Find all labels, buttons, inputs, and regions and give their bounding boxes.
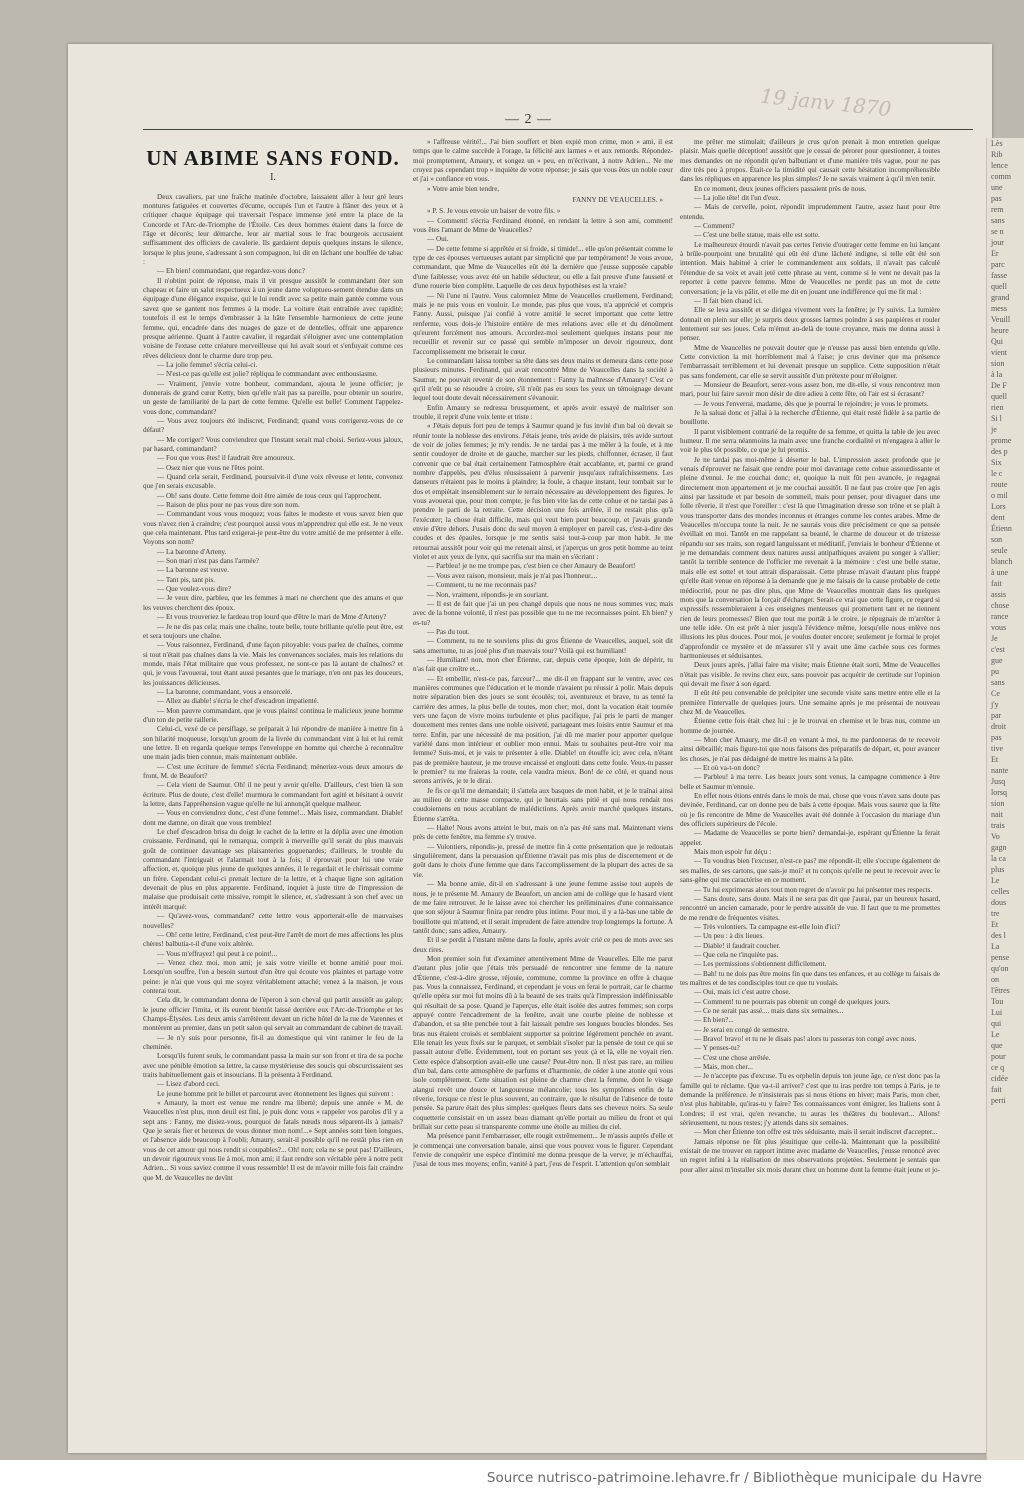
paragraph: Il parut visiblement contrarié de la requête de sa femme, et quitta la table de jeu avec humeur. Il me serra néanmoins la main avec une franche cordialité et m'engagea à aller le voir le plus tôt possible, ce que je lui promis. bbox=[680, 427, 940, 455]
paragraph: — Vous avez raison, monsieur, mais je n'ai pas l'honneur.... bbox=[427, 571, 598, 580]
edge-text-fragment: Le bbox=[991, 876, 1000, 885]
edge-text-fragment: pour bbox=[991, 1052, 1006, 1061]
paragraph: — Il fait bien chaud ici. bbox=[694, 296, 763, 305]
paragraph: — Un peu : à dix lieues. bbox=[694, 932, 765, 941]
edge-text-fragment: comm bbox=[991, 172, 1011, 181]
edge-text-fragment: ce q bbox=[991, 1063, 1005, 1072]
paragraph: — Lisez d'abord ceci. bbox=[157, 1080, 220, 1089]
edge-text-fragment: on bbox=[991, 975, 999, 984]
paragraph: Deux cavaliers, par une fraîche matinée d'octobre, laissaient aller à leur gré leurs montures fatiguées et couvertes d'écume, occupés l'un et l'autre à flâner des yeux et à critiquer chaque équipage qui traversait l'espace immense jeté entre la place de la Concorde et l'Arc-de-Triomphe de l'Étoile. Ces deux hommes étaient dans la force de l'âge et décorés; leur démarche, leur air martial sous le frac bourgeois accusaient suffisamment des officiers de cavalerie. Ils gardaient depuis quelques instans le silence, lorsque le plus jeune, s'adressant à son compagnon, lui dit en lâchant une bouffée de tabac : bbox=[143, 192, 403, 267]
paragraph: — Il est de fait que j'ai un peu changé depuis que nous ne nous sommes vus; mais avec de la bonne volonté, il n'est pas possible que tu ne me reconnaisses point. Eh bien? y es-tu? bbox=[413, 599, 673, 627]
edge-text-fragment: Qui bbox=[991, 337, 1003, 346]
page-number: — 2 — bbox=[505, 112, 552, 127]
paragraph: — La baronne est veuve. bbox=[157, 566, 230, 575]
paragraph: Elle se leva aussitôt et se dirigea vivement vers la fenêtre; je l'y suivis. La lumière donnait en plein sur elle; je surpris deux grosses larmes poindre à ses paupières et rouler lentement sur ses joues. Cela m'émut au-delà de toute croyance, mais me donna aussi à penser. bbox=[680, 306, 940, 343]
paragraph: Je ne tardai pas moi-même à déserter le bal. L'impression assez profonde que je venais d'éprouver ne faisait que rendre pour moi davantage cette cohue assourdissante et pleine d'ennui. Je me couchai donc; et, quoique la nuit fût peu avancée, je regagnai directement mon appartement et je me couchai aussitôt. Il ne faut pas croire que j'en agis ainsi par lassitude et par besoin de sommeil, mais pour penser, pour divaguer dans une folle rêverie, il n'est que l'oreiller : c'est là que l'imagination dresse son trône et se plaît à vous transporter dans des mondes inconnus et étranges comme les contes arabes. Mme de Veaucelles m'occupa toute la nuit. Je ne saurais vous dire précisément ce que sa pensée éveillait en moi. Tantôt en me rappelant sa beauté, le charme de douceur et de tristesse répandu sur ses traits, son regard languissant et méditatif, j'enviais le bonheur d'Étienne et je me demandais comment deux natures aussi antipathiques avaient pu songer à s'allier; tantôt la terrible sentence de l'officier me revenait à la mémoire : c'est une belle statue, mais elle est sotte! et tout attrait disparaissait. Cette phrase m'avait d'autant plus frappé qu'elle était venue en réponse à la demande que je me faisais de la cause probable de cette médiocrité, pour ne pas dire plus, que Mme de Veaucelles montrait dans les quelques mots que la conversation la forçait d'échanger. Serait-ce vrai que cette figure, ce regard si expressifs ressembleraient à ces enseignes menteuses qui promettent tant et ne tiennent rien de leurs promesses? Bien que tout me portât à le croire, je répugnais de m'arrêter à une telle idée. On est prêt à nier jusqu'à l'évidence même, lorsqu'elle nous enlève nos illusions les plus douces. Pour moi, je voulus douter encore; seulement je formai le projet d'approfondir ce mystère et de m'assurer s'il y avait une âme cachée sous ces formes harmonieuses et séduisantes. bbox=[680, 455, 940, 660]
edge-text-fragment: Et bbox=[991, 920, 999, 929]
paragraph: En ce moment, deux jeunes officiers passaient près de nous. bbox=[694, 184, 867, 193]
paragraph: — Comment! tu ne pourrais pas obtenir un congé de quelques jours. bbox=[694, 997, 891, 1006]
edge-text-fragment: sion bbox=[991, 359, 1005, 368]
paragraph: — Vraiment, j'envie votre bonheur, commandant, ajouta le jeune officier; je donnerais de grand cœur Ketty, bien qu'elle n'ait pas sa pareille, pour obtenir un sourire, un geste de familiarité de la part de cette femme. Qu'elle est belle! Comment l'appelez-vous donc, commandant? bbox=[143, 379, 403, 416]
source-credit: Source nutrisco-patrimoine.lehavre.fr / Bibliothèque municipale du Havre bbox=[486, 1470, 982, 1486]
edge-text-fragment: se n bbox=[991, 227, 1004, 236]
edge-text-fragment: pas bbox=[991, 194, 1002, 203]
edge-text-fragment: quell bbox=[991, 392, 1007, 401]
paragraph: — La jolie femme! s'écria celui-ci. bbox=[157, 360, 258, 369]
edge-text-fragment: des l bbox=[991, 931, 1006, 940]
edge-text-fragment: o mil bbox=[991, 491, 1008, 500]
edge-text-fragment: gue bbox=[991, 656, 1003, 665]
paragraph: — Humiliant! non, mon cher Étienne, car, depuis cette époque, loin de dépérir, tu n'as fait que croître et... bbox=[413, 655, 673, 674]
column-1 bbox=[143, 138, 403, 1428]
column-2-text bbox=[413, 138, 673, 1170]
edge-text-fragment: Lès bbox=[991, 139, 1003, 148]
paragraph: — Comment? bbox=[694, 222, 735, 231]
paragraph: — Tu voudras bien l'excuser, n'est-ce pas? me répondit-il; elle s'occupe également de ses malles, de ses cartons, que sais-je moi? et tu conçois qu'elle ne peut te recevoir avec le sans-gêne qui me caractérise en ce moment. bbox=[680, 857, 940, 885]
edge-text-fragment: cidée bbox=[991, 1074, 1008, 1083]
paragraph: — Je serai en congé de semestre. bbox=[694, 1025, 790, 1034]
paragraph: — Je n'accepte pas d'excuse. Tu es orphelin depuis ton jeune âge, ce n'est donc pas la famille qui te réclame. Que va-t-il arriver? c'est que tu iras perdre ton temps à Paris, je te demande la préférence. Je n'insisterais pas si nous étions en hiver; mais Paris, mon cher, n'est plus habitable, qu'iras-tu y faire? Tes connaissances vont émigrer, les Italiens sont à Londres; il est vrai, qu'en revanche, tu auras les théâtres du boulevart... Allons! sérieusement, tu nous restes; j'y attends dans six semaines. bbox=[680, 1072, 940, 1128]
edge-text-fragment: pu bbox=[991, 667, 999, 676]
paragraph: Lorsqu'ils furent seuls, le commandant passa la main sur son front et tira de sa poche avec une pénible émotion sa lettre, la cause mystérieuse des soucis qui obscurcissaient ses traits habituellement gais et insoucians. Il la présenta à Ferdinand. bbox=[143, 1052, 403, 1079]
paragraph: Le jeune homme prit le billet et parcourut avec étonnement les lignes qui suivent : bbox=[157, 1089, 394, 1098]
paragraph: Le commandant laissa tomber sa tête dans ses deux mains et demeura dans cette pose plusieurs minutes. Ferdinand, qui avait rencontré Mme de Veaucelles dans la société à Saumur, ne pouvait revenir de son étonnement : Fanny la maîtresse d'Amaury! C'est ce qu'il n'eût pu se résoudre à croire, s'il n'eût pas eu sous les yeux un témoignage devant lequel tout doute devait nécessairement s'évanouir. bbox=[413, 356, 673, 403]
edge-text-fragment: qui bbox=[991, 1019, 1002, 1028]
chapter-number: I. bbox=[270, 172, 276, 184]
paragraph: — Et embellir, n'est-ce pas, farceur?... me dit-il en frappant sur le ventre, avec ces manières communes que l'éducation et le monde n'avaient pu réussir à polir. Mais depuis notre séparation bien des jours se sont écoulés; toi, aventureux et brave, tu as tenté la carrière des armes, la plus belle de toutes, mon cher; moi, dont la vocation était tournée vers une façon de vivre moins turbulente et plus pacifique, j'ai pris le parti de manger doucement mes rentes dans une noble oisiveté, partageant mes loisirs entre Saumur et ma terre. Enfin, par une nécessité de ma position, j'ai dû me marier pour apporter quelque variété dans mon intérieur et oublier mon ennui. Mais tu souhaites peut-être voir ma femme? Suis-moi, et je vais te présenter à elle. Diable! on étouffe ici; avec cela, n'étant pas de première hauteur, je me trouve encaissé et englouti dans cette foule. Veux-tu passer le premier? tu me fraieras la route, cela vaudra mieux. Bon! de ce côté, et quand nous serons arrivés, je te le dirai. bbox=[413, 674, 673, 786]
edge-text-fragment: seule bbox=[991, 546, 1008, 555]
edge-text-fragment: Vo bbox=[991, 832, 1000, 841]
edge-text-fragment: fasse bbox=[991, 271, 1007, 280]
edge-text-fragment: quell bbox=[991, 282, 1007, 291]
article-title: UN ABIME SANS FOND. bbox=[146, 146, 400, 170]
edge-text-fragment: Er bbox=[991, 249, 999, 258]
edge-text-fragment: chose bbox=[991, 601, 1010, 610]
paragraph: Mon premier soin fut d'examiner attentivement Mme de Veaucelles. Elle me parut d'autant plus jolie que j'étais très persuadé de rencontrer une femme de la nature d'Étienne, c'est-à-dire grosse, réjouie, commune, comme la province en offre à chaque pas. Vous la connaissez, Ferdinand, et cependant je vous en ferai le portrait, car le charme qu'elle opéra sur moi fut moins dû à la beauté de ses traits qu'à l'impression indéfinissable qui résultait de sa pose. Quand je l'aperçus, elle était isolée des autres femmes; son corps appuyé contre l'encadrement de la fenêtre, avait une courbe pleine de noblesse et d'abandon, et sa tête penchée tout à fait laissait pendre ses longues boucles blondes. Ses bras nus étaient croisés et semblaient supporter sa poitrine légèrement penchée en avant. Elle tenait les yeux fixés sur le parquet, et semblait s'isoler par la pensée de tout ce qui se passait autour d'elle. Évidemment, tout en portant ses yeux çà et là, elle ne voyait rien. Cette espèce d'absorption avait-elle une cause? Peut-être non. Il n'est pas rare, au milieu d'un bal, dans cette atmosphère de parfums et d'harmonie, de céder à une atonie qui vous isole complétement. Cette situation est pleine de charme chez la femme, dont le visage alangui revêt une douce et langoureuse mélancolie; tous les symptômes enfin de la rêverie, lorsque ce n'est le plus souvent, au contraire, que le résultat de l'absence de toute pensée. Sa parure était des plus simples: quelques fleurs dans ses cheveux noirs. Sa seule coquetterie consistait en un assez beau diamant qu'elle portait au milieu du front et qui brillait sur cette peau si transparente comme une étoile au milieu du ciel. bbox=[413, 954, 673, 1132]
edge-text-fragment: assis bbox=[991, 590, 1007, 599]
paragraph: — Que cela ne t'inquiète pas. bbox=[694, 950, 779, 959]
paragraph: — Eh bien?... bbox=[694, 1016, 734, 1025]
paragraph: — Vous raisonnez, Ferdinand, d'une façon pitoyable: vous parlez de chaînes, comme si tout n'était pas chaînes dans la vie. Mais les convenances sociales, mais les relations du monde, mais l'état militaire que vous professez, ne sont-ce pas là autant de chaînes? et qui, je vous l'avouerai, tout étant aussi pesantes que le mariage, n'en ont pas les douceurs, les jouissances délicieuses. bbox=[143, 641, 403, 687]
paragraph: Le malheureux étourdi n'avait pas certes l'envie d'outrager cette femme en lui lançant à brûle-pourpoint une brutalité qui eût été d'une lâcheté indigne, si telle eût été son intention. Mais habitué à crier le commandement aux soldats, il n'avait pas calculé l'étendue de sa voix et avait jeté cette phrase au vent, comme si le vent ne devait pas la reporter à cette pauvre femme. Mme de Veaucelles ne perdit pas un mot de cette conversation; je la vis pâlir, et elle me dit en jouant une indifférence qui me fit mal : bbox=[680, 240, 940, 296]
paragraph: FANNY DE VEAUCELLES. » bbox=[572, 196, 663, 205]
paragraph: — Quand cela serait, Ferdinand, poursuivit-il d'une voix rêveuse et lente, convenez que j'en serais excusable. bbox=[143, 473, 403, 491]
edge-text-fragment: fait bbox=[991, 1085, 1002, 1094]
paragraph: — Volontiers, répondis-je, pressé de mettre fin à cette présentation que je redoutais singulièrement, dans la persuasion qu'Étienne n'avait pas mis plus de discernement et de goût dans le choix d'une femme que dans l'accomplissement de la plupart des actes de sa vie. bbox=[413, 842, 673, 879]
paragraph: Étienne cette fois était chez lui : je le trouvai en chemise et le bras nus, comme un homme de journée. bbox=[680, 717, 940, 735]
paragraph: — Fou que vous êtes! il faudrait être amoureux. bbox=[157, 454, 295, 463]
column-3 bbox=[680, 138, 940, 1448]
edge-text-fragment: droit bbox=[991, 722, 1007, 731]
paragraph: Mais mon espoir fut déçu : bbox=[694, 848, 772, 857]
edge-text-fragment: heure bbox=[991, 326, 1009, 335]
paragraph: — Vous m'effrayez! qui peut à ce point!... bbox=[157, 949, 278, 958]
paragraph: — Vous en conviendrez donc, c'est d'une femme!... Mais lisez, commandant. Diable! dont me damne, on dirait que vous tremblez! bbox=[143, 809, 403, 827]
edge-text-fragment: à une bbox=[991, 568, 1009, 577]
edge-text-fragment: vous bbox=[991, 623, 1007, 632]
edge-text-fragment: Jusq bbox=[991, 777, 1006, 786]
paragraph: — Comment! s'écria Ferdinand étonné, en rendant la lettre à son ami, comment! vous êtes l'amant de Mme de Veaucelles? bbox=[413, 216, 673, 235]
paragraph: — Oui. bbox=[427, 235, 449, 244]
edge-text-fragment: Veuill bbox=[991, 315, 1011, 324]
paragraph: Cela dit, le commandant donna de l'éperon à son cheval qui partit aussitôt au galop; le jeune officier l'imita, et ils eurent bientôt laissé derrière eux l'Arc-de-Triomphe et les Champs-Élysées. Les deux amis s'arrêtèrent devant un riche hôtel de la rue de Varennes et montèrent au premier, dans un petit salon qui servait au commandant de cabinet de travail. bbox=[143, 996, 403, 1033]
paragraph: — Son mari n'est pas dans l'armée? bbox=[157, 557, 259, 566]
edge-text-fragment: une bbox=[991, 183, 1003, 192]
paragraph: — Mais de cervelle, point, répondit imprudemment l'autre, assez haut pour être entendu. bbox=[680, 203, 940, 221]
source-credit-bar bbox=[0, 1460, 1024, 1499]
paragraph: Il n'obtint point de réponse, mais il vit presque aussitôt le commandant ôter son chapeau et faire un salut respectueux à un jeune dame voluptueu-sement étendue dans un équipage d'une élégance exquise, qui le lui rendit avec sa petite main gantée comme vous savez que se gantent nos femmes à la mode. La voiture était entraînée avec rapidité; toutefois il est le temps d'embrasser à la hâte l'ensemble harmonieux de cette jeune femme, qui, encadrée dans des nuages de gaze et de dentelles, offrait une apparence presque aérienne. Quant à l'autre cavalier, il regardait s'éloigner avec une contemplation voisine de l'extase cette créature merveilleuse qui lui avait souri et s'enfuyait comme ces rêves délicieux dont le charme dure trop peu. bbox=[143, 276, 403, 360]
edge-text-fragment: Étienn bbox=[991, 524, 1012, 533]
edge-text-fragment: rance bbox=[991, 612, 1009, 621]
edge-text-fragment: prome bbox=[991, 436, 1012, 445]
paragraph: » Votre amie bien tendre, bbox=[427, 184, 500, 193]
paragraph: — Je veux dire, parbleu, que les femmes à mari ne cherchent que des amans et que les veuves cherchent des époux. bbox=[143, 594, 403, 612]
edge-text-fragment: Je bbox=[991, 634, 998, 643]
edge-text-fragment: son bbox=[991, 535, 1003, 544]
adjacent-page-edge bbox=[986, 138, 1024, 1460]
edge-text-fragment: le c bbox=[991, 469, 1003, 478]
edge-text-fragment: rien bbox=[991, 403, 1004, 412]
paragraph: — Eh bien! commandant, que regardez-vous donc? bbox=[157, 267, 305, 276]
edge-text-fragment: pense bbox=[991, 953, 1010, 962]
paragraph: — Que voulez-vous dire? bbox=[157, 585, 232, 594]
paragraph: — Je vous l'enverrai, madame, dès que je pourrai le rejoindre; je vous le promets. bbox=[694, 399, 929, 408]
paragraph: — Sans doute, sans doute. Mais il ne sera pas dit que j'aurai, par un heureux hasard, rencontré un ancien camarade, pour le perdre aussitôt de vue. Il faut que tu me promettes de me rendre de fréquentes visites. bbox=[680, 894, 940, 922]
paragraph: — Madame de Veaucelles se porte bien? demandai-je, espérant qu'Étienne la ferait appeler. bbox=[680, 829, 940, 847]
paragraph: — Venez chez moi, mon ami; je sais votre vieille et bonne amitié pour moi. Lorsqu'on souffre, l'on a besoin surtout d'un être qui écoute vos plaintes et partage votre peine: je n'ai que vous qui me soyez véritablement attaché; venez à la maison, je vous conterai tout. bbox=[143, 958, 403, 995]
edge-text-fragment: lorsq bbox=[991, 788, 1007, 797]
paragraph: — Monsieur de Beaufort, serez-vous assez bon, me dit-elle, si vous rencontrez mon mari, pour lui faire savoir mon désir de dire adieu à cette fête, où l'air est si écrasant? bbox=[680, 380, 940, 399]
edge-text-fragment: Tou bbox=[991, 997, 1004, 1006]
paragraph: Et il se perdit à l'instant même dans la foule, après avoir crié ce peu de mots avec ses deux rires. bbox=[413, 936, 673, 954]
paragraph: — Ce ne serait pas assé.... mais dans six semaines... bbox=[694, 1006, 844, 1015]
paragraph: Je fis ce qu'il me demandait; il s'attela aux basques de mon habit, et je le traînai ainsi au milieu de cette masse compacte, qui je heurtais sans pitié et qui nous rendait nos coudoiemens en nous accablant de malédictions. Après avoir marché quelques instans, Étienne s'arrêta. bbox=[413, 786, 673, 823]
edge-text-fragment: sans bbox=[991, 678, 1005, 687]
edge-text-fragment: l'êtres bbox=[991, 986, 1010, 995]
paragraph: — Diable! il faudrait coucher. bbox=[694, 941, 781, 950]
paragraph: — Ma bonne amie, dit-il en s'adressant à une jeune femme assise tout auprès de nous, je te présente M. Amaury de Beaufort, un ancien ami de collège que le hasard vient de me faire retrouver. Je le laisse avec toi chercher les préliminaires d'une connaissance que son séjour à Saumur finira par rendre plus intime. Pour moi, il y a là-bas une table de bouillotte qui m'attend, et il serait imprudent de faire attendre trop longtemps la fortune. À tantôt donc; sans adieu, Amaury. bbox=[413, 880, 673, 935]
paragraph: — Qu'avez-vous, commandant? cette lettre vous apporterait-elle de mauvaises nouvelles? bbox=[143, 912, 403, 930]
edge-text-fragment: sion bbox=[991, 799, 1005, 808]
paragraph: » l'affreuse vérité!... J'ai bien souffert et bien expié mon crime, mon » ami, il est temps que le calme succède à l'orage, la félicité aux larmes » et aux remords. Répondez-moi promptement, Amaury, et songez un » peu, en m'écrivant, à notre Adrien... Ne me croyez pas cependant trop » inquiète de votre réponse; je sais que vous êtes un noble cœur et j'ai » confiance en vous. bbox=[413, 138, 673, 184]
edge-text-fragment: parc bbox=[991, 260, 1005, 269]
paragraph: « Amaury, la mort est venue me rendre ma liberté; depuis une année » M. de Veaucelles n'est plus, mon deuil est fini, je puis donc vous » rappeler vos paroles d'il y a sept ans : Fanny, me disiez-vous, pourquoi de fatals nœuds nous séparent-ils à jamais? Que je serais fier et heureux de vous donner mon nom!...» Sept années sont bien longues, et l'absence aide beaucoup à l'oubli; Amaury, serait-il possible qu'il ne restât plus rien en vous de cet amour qui nous rendit si coupables?... Oh! non; cela ne se peut pas! D'ailleurs, un devoir rigoureux vous lie à moi, mon ami; il faut rendre son véritable père à notre petit Adrien... Si vous saviez comme il vous ressemble! Il est de m'avoir mille fois fait craindre que M. de Veaucelles ne devînt bbox=[143, 1099, 403, 1182]
paragraph: — Cela vient de Saumur. Oh! il ne peut y avoir qu'elle. D'ailleurs, c'est bien là son écriture. Plus de doute, c'est d'elle! murmura le commandant fort agité et hésitant à ouvrir la lettre, dans l'appréhension vague qu'elle ne lui annonçât quelque malheur. bbox=[143, 781, 403, 809]
header-rule bbox=[143, 129, 973, 130]
paragraph: — Osez nier que vous ne l'êtes point. bbox=[157, 463, 265, 472]
paragraph: — Mon pauvre commandant, que je vous plains! continua le malicieux jeune homme d'un ton de petite raillerie. bbox=[143, 706, 403, 724]
paragraph: me prêter me stimulait; d'ailleurs je crus qu'on prenait à mon entretien quelque plaisir. Mais quelle déception! aussitôt que je cessai de pérorer pour questionner, à toutes mes demandes on ne répondit qu'en balbutiant et d'une manière très vague, pour ne pas dire très peu à propos. Était-ce la timidité qui causait cette hésitation incompréhensible dans les répliques en apparence les plus simples? Je ne savais vraiment à qu'il m'en tenir. bbox=[680, 138, 940, 184]
paragraph: — C'est une chose arrêtée. bbox=[694, 1053, 771, 1062]
paragraph: En effet nous étions entrés dans le mois de mai, chose que vous n'avez sans doute pas devinée, Ferdinand, car on donne peu de bals à cette époque. Mais vous saurez que la fête où je fis rencontre de Mme de Veaucelles avait été donnée à l'occasion du mariage d'un des officiers supérieurs de l'école. bbox=[680, 792, 940, 829]
edge-text-fragment: Six bbox=[991, 458, 1002, 467]
paragraph: — Oh! sans doute. Cette femme doit être aimée de tous ceux qui l'approchent. bbox=[157, 491, 382, 500]
edge-text-fragment: lence bbox=[991, 161, 1008, 170]
edge-text-fragment: gagn bbox=[991, 843, 1007, 852]
paragraph: Ma présence parut l'embarrasser, elle rougit extrêmement... Je m'assis auprès d'elle et je commençai une conversation banale, ainsi que vous pouvez vous le figurer. Cependant l'envie de conquérir une espèce d'intimité me donna presque de la verve; je m'échauffai, j'usai de tous mes moyens; enfin, vanité à part, j'eus de l'esprit. L'attention qu'on semblait bbox=[413, 1132, 673, 1169]
edge-text-fragment: Rib bbox=[991, 150, 1003, 159]
paragraph: Le chef d'escadron brisa du doigt le cachet de la lettre et la déplia avec une émotion croissante. Ferdinand, qui le remarqua, comprit à merveille qu'il serait du plus mauvais goût de continuer davantage ses plaisanteries goguenardes; d'ailleurs, le trouble du commandant l'intriguait et l'alarmait tout à la fois; il éprouvait pour lui une vraie affection, et, quoique plus jeune de quelques années, il le regardait et le chérissait comme un frère. Cependant celui-ci prenait lecture de la lettre, et à chaque ligne son agitation devenait de plus en plus apparente. Ferdinand, inquiet à juste titre de l'impression de malaise que produisait cette missive, rompit le silence, et, s'adressant à son chef avec un intérêt marqué: bbox=[143, 828, 403, 911]
paragraph: — Halte! Nous avons atteint le but, mais on n'a pas été sans mal. Maintenant viens près de cette fenêtre, ma femme s'y trouve. bbox=[413, 824, 673, 842]
paragraph: — Comment, tu ne me reconnais pas? bbox=[427, 581, 537, 590]
paragraph: — Comment, tu ne te souviens plus du gros Étienne de Veaucelles, auquel, soit dit sans amertume, tu as joué plus d'un mauvais tour? Voilà qui est humiliant! bbox=[413, 637, 673, 655]
paragraph: — Ni l'une ni l'autre. Vous calomniez Mme de Veaucelles cruellement, Ferdinand; mais je ne puis vous en vouloir. Le monde, pas plus que vous, n'a apprécié et compris Fanny. Aussi, puisque j'ai confié à votre amitié le secret important que cette lettre renferme, vous dois-je l'histoire entière de mes relations avec elle et du dénoûment qu'eurent forcément nos amours. Accordez-moi seulement quelques instans pour me recueillir et revenir sur ce passé qui semble m'imposer un devoir rigoureux, dont l'accomplissement me briserait le cœur. bbox=[413, 291, 673, 356]
paragraph: — Oh! cette lettre, Ferdinand, c'est peut-être l'arrêt de mort de mes affections les plus chères! balbutia-t-il d'une voix altérée. bbox=[143, 930, 403, 949]
paragraph: — La jolie tête! dit l'un d'eux. bbox=[694, 194, 781, 203]
edge-text-fragment: que bbox=[991, 1041, 1003, 1050]
edge-text-fragment: La bbox=[991, 942, 1000, 951]
edge-text-fragment: qu'on bbox=[991, 964, 1009, 973]
edge-text-fragment: tre bbox=[991, 909, 1000, 918]
paragraph: — Et où va-t-on donc? bbox=[694, 764, 760, 773]
paragraph: — Mais, mon cher... bbox=[694, 1063, 753, 1072]
edge-text-fragment: Et bbox=[991, 755, 999, 764]
paragraph: — C'est une belle statue, mais elle est sotte. bbox=[694, 231, 820, 240]
paragraph: — Allez au diable! s'écria le chef d'escadron impatienté. bbox=[157, 697, 319, 706]
paragraph: — La baronne, commandant, vous a ensorcelé. bbox=[157, 687, 293, 696]
column-3-text bbox=[680, 138, 940, 1175]
handwritten-stamp: 19 janv 1870 bbox=[759, 83, 893, 122]
edge-text-fragment: trais bbox=[991, 821, 1005, 830]
paragraph: — Je ne dis pas cela; mais une chaîne, toute belle, toute brillante qu'elle peut être, est et sera toujours une chaîne. bbox=[143, 622, 403, 640]
column-2 bbox=[413, 138, 673, 1438]
edge-text-fragment: pas bbox=[991, 733, 1002, 742]
edge-text-fragment: Le bbox=[991, 1030, 1000, 1039]
edge-text-fragment: sans bbox=[991, 216, 1005, 225]
paragraph: — Non, vraiment, répondis-je en souriant. bbox=[427, 590, 549, 599]
edge-text-fragment: blanch bbox=[991, 557, 1013, 566]
edge-text-fragment: mess bbox=[991, 304, 1007, 313]
edge-text-fragment: dous bbox=[991, 898, 1007, 907]
paragraph: — Oui, mais ici c'est autre chose. bbox=[694, 988, 791, 997]
edge-text-fragment: c'est bbox=[991, 645, 1005, 654]
paragraph: — La baronne d'Arteny. bbox=[157, 547, 227, 556]
edge-text-fragment: nante bbox=[991, 766, 1009, 775]
paragraph: » P. S. Je vous envoie un baiser de votre fils. » bbox=[427, 207, 561, 216]
paragraph: — Et vous trouveriez le fardeau trop lourd que d'être le mari de Mme d'Arteny? bbox=[157, 613, 387, 622]
paragraph: Je la saluai donc et j'allai à la recherche d'Étienne, qui était resté fidèle à sa partie de bouillotte. bbox=[680, 408, 940, 427]
edge-text-fragment: Ce bbox=[991, 689, 1000, 698]
edge-text-fragment: nait bbox=[991, 810, 1003, 819]
paragraph: Jamais réponse ne fût plus jésuitique que celle-là. Maintenant que la possibilité existait de me trouver en rapport intime avec madame de Veaucelles, j'eusse renoncé avec un regret infini à la réalisation de mes observations projetées. Seulement je sentais que pour aller ainsi m'installer six mois durant chez un homme dont la femme était jeune et jo- bbox=[680, 1137, 940, 1174]
paragraph: Enfin Amaury se redressa brusquement, et après avoir essayé de maîtriser son trouble, il reprit d'une voix lente et triste : bbox=[413, 403, 673, 421]
paragraph: « J'étais depuis fort peu de temps à Saumur quand je fus invité d'un bal où devait se réunir toute la noblesse des environs. J'étais jeune, très avide de plaisirs, très avide surtout de voir de jolies femmes; je m'y rendis. Je ne tardai pas à me mêler à la foule, et à me sentir coudoyer de droite et de gauche, marcher sur les pieds, chiffonner, écraser, il faut convenir que ce bal était certainement l'atmosphère était accablante, et, parmi ce grand nombre d'appelés, peu d'élus réussissaient à parvenir jusqu'aux rafraîchissemens. Les danseurs n'étaient pas le moins à plaindre; la foule, à chaque instant, leur tombait sur le dos et empiétait insensiblement sur le terrain nécessaire au développement des figures. Je vous avouerai que, pour mon compte, je fus bien vite las de cette cohue et ne tardai pas à prendre le parti de la retraite. Cette décision une fois arrêtée, il ne restait plus qu'à l'exécuter; la chose était difficile, mais qui veut bien peut beaucoup, et j'avais grande envie d'être dehors. J'usais donc du seul moyen à employer en pareil cas, c'est-à-dire des coudes et des épaules, lorsque je me sentis saisi tout-à-coup par mon habit. Je me retournai aussitôt pour voir qui me retenait ainsi, et j'aperçus un gros petit homme au teint violet et aux yeux de lynx, qui sacrifia sur ma main en s'écriant : bbox=[413, 422, 673, 562]
edge-text-fragment: des p bbox=[991, 447, 1008, 456]
edge-text-fragment: fait bbox=[991, 579, 1002, 588]
edge-text-fragment: Si l bbox=[991, 414, 1002, 423]
paragraph: — De cette femme si apprêtée et si froide, si timide!... elle qu'on présentait comme le type de ces épouses vertueuses autant par simplicité que par tempérament! Je vous avoue, commandant, que Mme de Veaucelles eût été la dernière que j'eusse supposée capable d'une faiblesse; vous avez été un habile séducteur, ou elle a fait preuve d'une fausseté et d'une rouerie bien complète. Laquelle de ces deux hypothèses est la vraie? bbox=[413, 244, 673, 291]
paragraph: — Bah! tu ne dois pas être moins fin que dans tes enfances, et au collège tu faisais de tes maîtres et de tes condisciples tout ce que tu voulais. bbox=[680, 969, 940, 987]
paragraph: — Parbleu! je ne me trompe pas, c'est bien ce cher Amaury de Beaufort! bbox=[427, 562, 636, 571]
paragraph: Deux jours après, j'allai faire ma visite; mais Étienne était sorti, Mme de Veaucelles n'était pas visible. Je revins chez eux, sans pouvoir pas acquérir de certitude sur l'opinion qui devait me fixer à son égard. bbox=[680, 661, 940, 688]
paragraph: — Mon cher Amaury, me dit-il en venant à moi, tu me pardonneras de te recevoir ainsi débraillé; mais figure-toi que nous faisons des préparatifs de départ, et, pour avancer les choses, je n'ai pas dédaigné de mettre les mains à la pâte. bbox=[680, 736, 940, 763]
paragraph: — Très volontiers. Ta campagne est-elle loin d'ici? bbox=[694, 922, 840, 931]
edge-text-fragment: De F bbox=[991, 381, 1007, 390]
paragraph: — Tant pis, tant pis. bbox=[157, 575, 216, 584]
paragraph: — Commandant vous vous moquez; vous faites le modeste et vous savez bien que vous n'avez rien à craindre; c'est pourquoi aussi vous m'apprendrez qui elle est. Je ne veux que cela maintenant. Plus tard exigerai-je peut-être du votre amitié de me présenter à elle. Voyons son nom? bbox=[143, 510, 403, 547]
paragraph: — Les permissions s'obtiennent difficilement. bbox=[694, 960, 827, 969]
edge-text-fragment: Lui bbox=[991, 1008, 1003, 1017]
edge-text-fragment: vient bbox=[991, 348, 1007, 357]
paragraph: Celui-ci, vexé de ce persiflage, se préparait à lui répondre de manière à mettre fin à son hilarité moqueuse, lorsqu'un groom de la livrée du commandant vint à lui et lui remit une lettre. Il en regarda quelque temps l'enveloppe en homme qui cherche à reconnaître une main jadis bien connue, mais maintenant oubliée. bbox=[143, 725, 403, 762]
edge-text-fragment: perti bbox=[991, 1096, 1006, 1105]
edge-text-fragment: j'y bbox=[991, 700, 999, 709]
edge-text-fragment: rem bbox=[991, 205, 1004, 214]
edge-text-fragment: jour bbox=[991, 238, 1004, 247]
paragraph: — Raison de plus pour ne pas vous dire son nom. bbox=[157, 501, 300, 510]
edge-text-fragment: route bbox=[991, 480, 1008, 489]
column-1-text bbox=[143, 193, 403, 1183]
edge-text-fragment: plus bbox=[991, 865, 1005, 874]
paragraph: Il eût été peu convenable de précipiter une seconde visite sans mettre entre elle et la première l'intervalle de quelques jours. Une semaine après je me présentai de nouveau chez M. de Veaucelles. bbox=[680, 689, 940, 716]
edge-text-fragment: celles bbox=[991, 887, 1010, 896]
paragraph: — C'est une écriture de femme! s'écria Ferdinand; méneriez-vous deux amours de front, M. de Beaufort? bbox=[143, 762, 403, 780]
paragraph: — Me corriger? Vous conviendrez que l'instant serait mal choisi. Seriez-vous jaloux, par hasard, commandant? bbox=[143, 435, 403, 453]
paragraph: — Bravo! bravo! et tu ne le disais pas! alors tu passeras ton congé avec nous. bbox=[694, 1035, 917, 1043]
paragraph: — Mon cher Étienne ton offre est très séduisante, mais il serait indiscret d'accepter... bbox=[694, 1128, 938, 1137]
edge-text-fragment: grand bbox=[991, 293, 1010, 302]
edge-text-fragment: la ca bbox=[991, 854, 1006, 863]
edge-text-fragment: je bbox=[991, 425, 997, 434]
paragraph: — Tu lui exprimeras alors tout mon regret de n'avoir pu lui présenter mes respects. bbox=[694, 885, 933, 894]
edge-text-fragment: dent bbox=[991, 513, 1005, 522]
edge-text-fragment: tive bbox=[991, 744, 1003, 753]
paragraph: — Parbleu! à ma terre. Les beaux jours sont venus, la campagne commence à être belle et Saumur m'ennuie. bbox=[680, 773, 940, 791]
edge-text-fragment: à la bbox=[991, 370, 1003, 379]
paragraph: — Je n'y suis pour personne, fit-il au domestique qui vint ranimer le feu de la cheminée. bbox=[143, 1033, 403, 1051]
edge-text-fragment: Lors bbox=[991, 502, 1006, 511]
paragraph: — Vous avez toujours été indiscret, Ferdinand; quand vous corrigerez-vous de ce défaut? bbox=[143, 416, 403, 435]
paragraph: — N'est-ce pas qu'elle est jolie? répliqua le commandant avec enthousiasme. bbox=[157, 370, 378, 379]
paragraph: — Y penses-tu? bbox=[694, 1044, 740, 1053]
edge-text-fragment: par bbox=[991, 711, 1002, 720]
paragraph: Mme de Veaucelles ne pouvait douter que je n'eusse pas aussi bien entendu qu'elle. Cette conviction la mit horriblement mal à l'aise; je crus deviner que ma présence l'embarrassait terriblement et lui devenait presque un supplice. Cette supposition n'était pas sans fondement, car elle se servit aussitôt d'un prétexte pour m'éloigner. bbox=[680, 343, 940, 380]
paragraph: — Pas du tout. bbox=[427, 627, 470, 636]
